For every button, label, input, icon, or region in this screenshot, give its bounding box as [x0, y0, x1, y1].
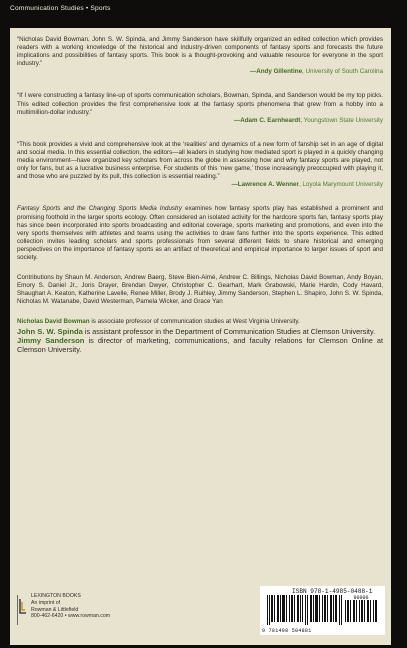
bio-name: Nicholas David Bowman — [17, 318, 90, 326]
bio-text: is director of marketing, communications, and faculty relations for Clemson Online at Clemson University. — [17, 335, 383, 355]
publisher-contact: 800-462-6420 • www.rowman.com — [31, 613, 111, 620]
blurb-attribution — [17, 181, 383, 189]
description-text: examines how fantasy sports play has established a prominent and promising foothold in the larger sports ecology. Often considered an isolated activity for the hardcore sports fan, fantasy sports play has since been incorporated into sports broadcasting and editorial coverage, sports marketing and promotions, and even into the very sports themselves with athletes and teams using the activities to draw fans further into the sports experience. This edited collection invites leading scholars and sports professionals from several different fields to share historical and emerging perspectives on the importance of fantasy sports as an artifact of theoretical and empirical importance to larger issues of sport and society. — [17, 205, 383, 261]
isbn-label: ISBN 978-1-4985-0488-1 — [292, 588, 373, 595]
barcode-digits: 9 781498 504881 — [262, 628, 312, 634]
barcode-icon — [265, 595, 381, 625]
blurb-author: —Adam C. Earnheardt — [233, 116, 301, 124]
blurb-2 — [17, 92, 383, 124]
barcode-box — [260, 586, 385, 635]
bio-text: is associate professor of communication studies at West Virginia University. — [89, 318, 300, 326]
cover-panel — [10, 28, 391, 645]
book-title: Fantasy Sports and the Changing Sports Media Industry — [17, 205, 183, 213]
cover-text — [17, 36, 383, 355]
bio-name: John S. W. Spinda — [17, 326, 83, 336]
publisher-imprint: An imprint of — [31, 599, 61, 606]
blurb-affiliation: , University of South Carolina — [302, 68, 383, 76]
price-code: 90000 — [353, 595, 369, 601]
publisher-block — [17, 593, 157, 627]
bio-sanderson — [17, 336, 383, 355]
bio-spinda — [17, 327, 383, 336]
blurb-quote: “Nicholas David Bowman, John S. W. Spinda, and Jimmy Sanderson have skillfully organized an edited collection which provides readers with a working knowledge of the historical and industry-driven components of fantasy sports and forecasts the future implications and possibilities of fantasy sports. This book is a thought-provoking and valuable resource for everyone in the sport industry.” — [17, 36, 383, 68]
blurb-author: —Andy Gillentine — [249, 68, 303, 76]
publisher-parent: Rowman & Littlefield — [31, 606, 79, 613]
blurb-1 — [17, 36, 383, 76]
category-label: Communication Studies • Sports — [10, 5, 111, 12]
contributors: Contributions by Shaun M. Anderson, Andrew Baerg, Steve Bien-Aimé, Andrew C. Billings, Nicholas David Bowman, Andy Boyan, Emory S. Daniel Jr., Joris Drayer, Brendan Dwyer, Christopher C. Gearhart, Mark Grabowski, Marie Hardin, Cody Havard, Shaughan A. Keaton, Katherine Lavelle, Renee Miller, Brody J. Ruihley, Jimmy Sanderson, Stephen L. Shapiro, John S. W. Spinda, Nicholas M. Watanabe, David Westerman, Pamela Wicker, and Grace Yan — [17, 274, 383, 306]
blurb-affiliation: , Youngstown State University — [300, 116, 383, 124]
publisher-name: LEXINGTON BOOKS — [31, 593, 81, 599]
book-description — [17, 205, 383, 262]
blurb-author: —Lawrence A. Wenner — [231, 181, 299, 189]
blurb-attribution — [17, 68, 383, 76]
blurb-quote: “If I were constructing a fantasy line-up of sports communication scholars, Bowman, Spinda, and Sanderson would be my top picks. This edited collection provides the first comprehensive look at the fantasy sports phenomena that grew from a hobby into a multimillion-dollar industry.” — [17, 92, 383, 116]
bio-name: Jimmy Sanderson — [17, 335, 85, 345]
publisher-text — [31, 593, 110, 620]
publisher-logo-icon — [17, 595, 28, 625]
blurb-affiliation: , Loyola Marymount University — [298, 181, 383, 189]
blurb-quote: “This book provides a vivid and comprehensive look at the ‘realities’ and dynamics of a new form of fanship set in an age of digital and social media. In this essential collection, the editors—all leaders in studying how mediated sport is played in a quickly changing media environment—have organized key scholars from across the globe in assessing how and why fantasy sports are played, not only for fans, but as a lucrative business enterprise. For students of this ‘new game,’ those increasingly preoccupied with playing it, and those who are puzzled by its pull, this collection is essential reading.” — [17, 140, 383, 181]
blurb-3 — [17, 141, 383, 190]
blurb-attribution — [17, 117, 383, 125]
bio-text: is assistant professor in the Department of Communication Studies at Clemson University. — [82, 326, 376, 336]
bio-bowman — [17, 318, 383, 326]
